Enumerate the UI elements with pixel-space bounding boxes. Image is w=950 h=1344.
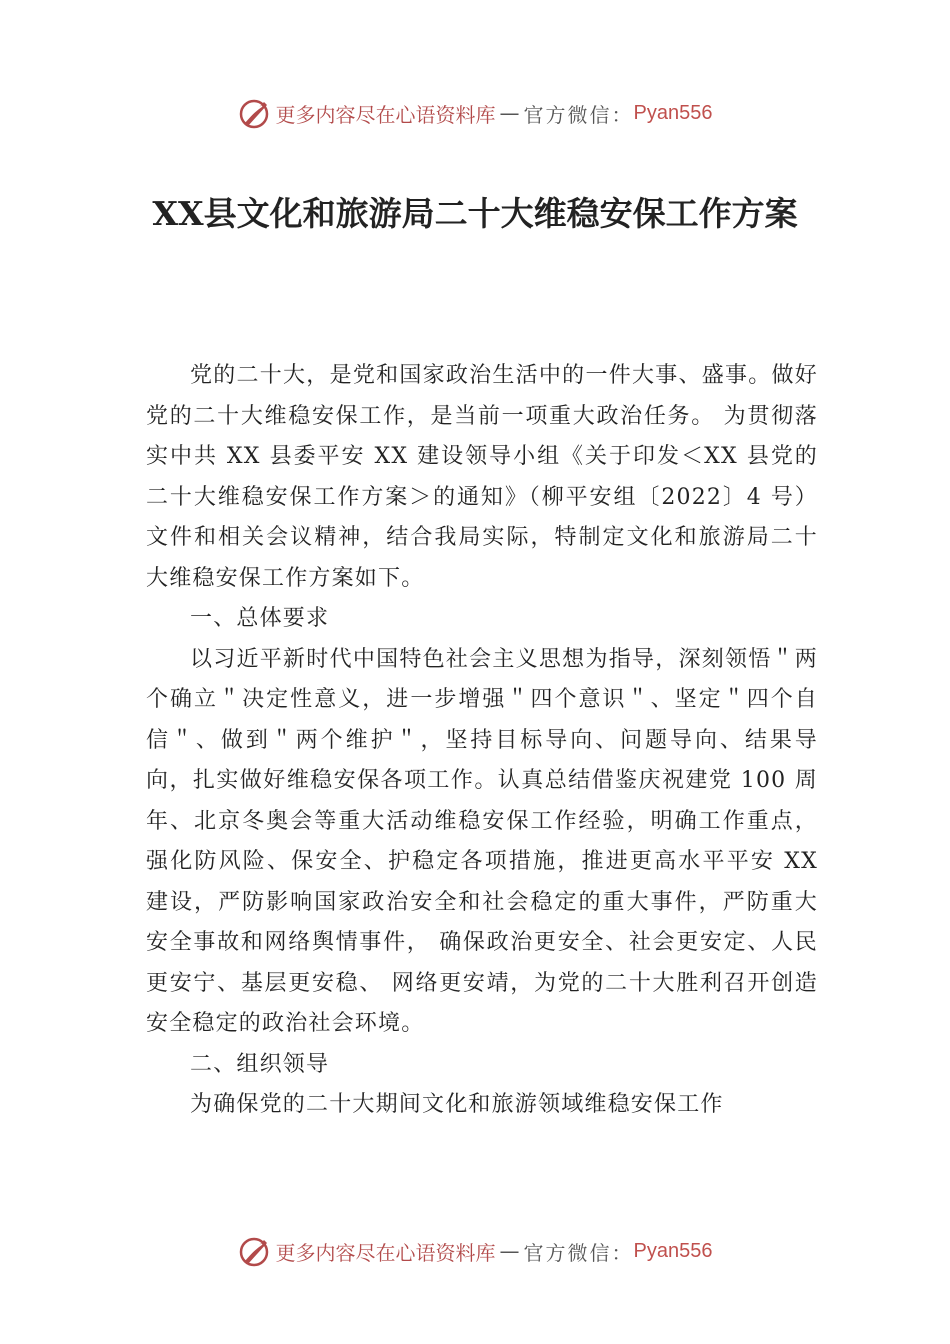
section-heading-1: 一、总体要求 [190,606,330,631]
section-1-paragraph: 以习近平新时代中国特色社会主义思想为指导，深刻领悟＂两个确立＂决定性意义，进一步增强＂四个意识＂、坚定＂四个自信＂、做到＂两个维护＂，坚持目标导向、问题导向、结果导向，扎实做好维稳安保各项工作。认真总结借鉴庆祝建党 100 周年、北京冬奥会等重大活动维稳安保工作经验，明确工作重点，强化防风险、保安全、护稳定各项措施，推进更高水平平安 XX 建设，严防影响国家政治安全和社会稳定的重大事件，严防重大安全事故和网络舆情事件， 确保政治更安全、社会更安定、人民更安宁、基层更安稳、 网络更安靖，为党的二十大胜利召开创造安全稳定的政治社会环境。 [146,646,818,1036]
watermark-separator: — [499,1239,520,1263]
watermark-wechat-id: Pyan556 [633,1239,713,1262]
watermark-label: 官方微信： [523,102,634,127]
section-heading-2: 二、组织领导 [190,1051,330,1077]
header-watermark [0,96,950,130]
quill-logo-icon [238,1234,272,1268]
watermark-separator: — [499,101,520,125]
section-2-paragraph: 为确保党的二十大期间文化和旅游领域维稳安保工作 [190,1092,724,1117]
watermark-site-text: 更多内容尽在心语资料库 [275,102,496,127]
intro-paragraph: 党的二十大，是党和国家政治生活中的一件大事、盛事。做好党的二十大维稳安保工作，是当前一项重大政治任务。 为贯彻落实中共 XX 县委平安 XX 建设领导小组《关于印发＜XX 县党的二十大维稳安保工作方案＞的通知》（柳平安组〔2022〕4 号）文件和相关会议精神，结合我局实际，特制定文化和旅游局二十大维稳安保工作方案如下。 [146,363,818,591]
footer-watermark [0,1234,950,1268]
document-body [146,356,818,1126]
watermark-label: 官方微信： [523,1240,634,1265]
document-title: XX县文化和旅游局二十大维稳安保工作方案 [152,194,798,233]
watermark-site-text: 更多内容尽在心语资料库 [275,1240,496,1265]
watermark-wechat-id: Pyan556 [633,101,713,124]
quill-logo-icon [238,96,272,130]
